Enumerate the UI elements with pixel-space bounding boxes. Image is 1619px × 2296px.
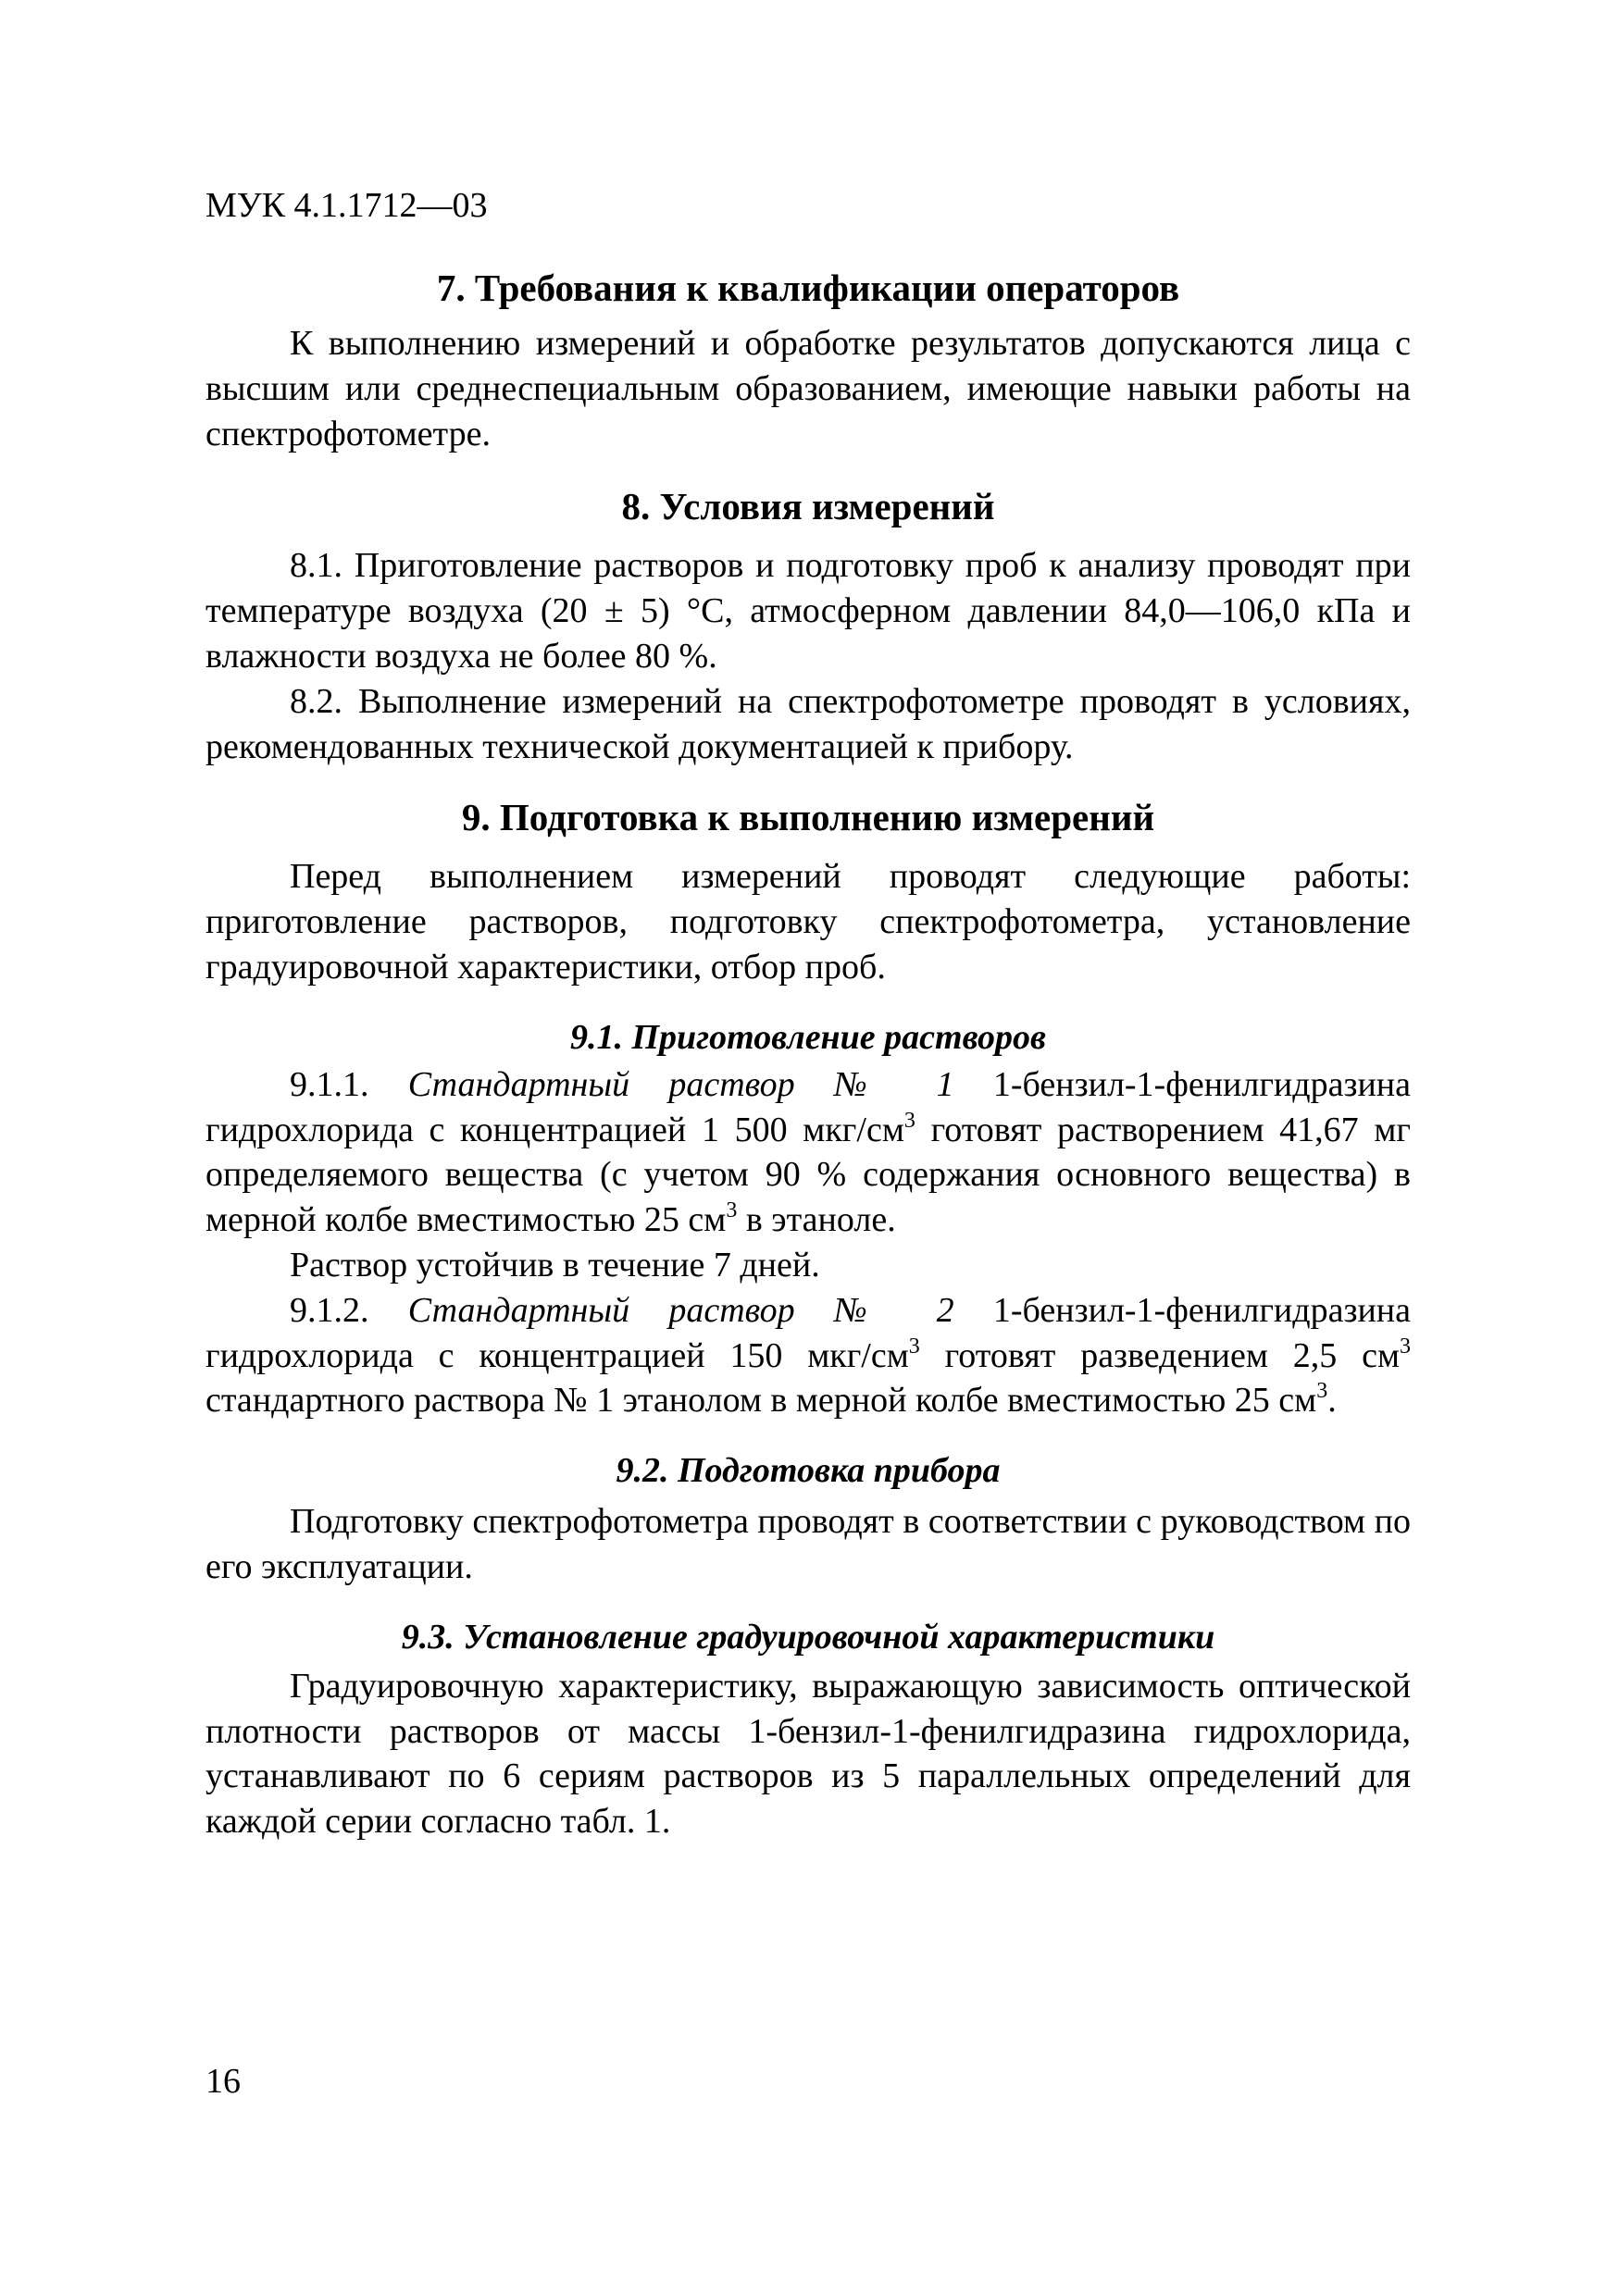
section-9-1-1-paragraph: 9.1.1. Стандартный раствор № 1 1-бензил-1-фенилгидразина гидрохлорида с концентрацией 1 500 мкг/$см^3$ готовят растворением 41,67 мг определяемого вещества (с учетом 90 % содержания основного вещества) в мерной колбе вместимостью 25 $см^3$ в этаноле. bbox=[205, 1064, 1412, 1240]
stability-note-paragraph: Раствор устойчив в течение 7 дней. bbox=[290, 1245, 820, 1285]
section-7-paragraph: К выполнению измерений и обработке результатов допускаются лица с высшим или среднеспециальным образованием, имеющие навыки работы на спектрофотометре. bbox=[205, 324, 1411, 453]
section-9-2-title: 9.2. Подготовка прибора bbox=[616, 1451, 1001, 1491]
solution-name-italic: Стандартный раствор № 1 bbox=[407, 1064, 954, 1104]
superscript-3: 3 bbox=[903, 1108, 915, 1133]
superscript-3: 3 bbox=[726, 1198, 738, 1223]
section-9-3-paragraph: Градуировочную характеристику, выражающую зависимость оптической плотности растворов от массы 1-бензил-1-фенилгидразина гидрохлорида, устанавливают по 6 сериям растворов из 5 параллельных определений для каждой серии согласно табл. 1. bbox=[205, 1666, 1411, 1842]
superscript-3: 3 bbox=[1316, 1379, 1328, 1404]
solution-name-italic: Стандартный раствор № 2 bbox=[407, 1290, 954, 1330]
section-8-2-paragraph: 8.2. Выполнение измерений на спектрофотометре проводят в условиях, рекомендованных технической документацией к прибору. bbox=[205, 681, 1411, 766]
section-8-1-paragraph: 8.1. Приготовление растворов и подготовку проб к анализу проводят при температуре воздуха (20 ± 5) °С, атмосферном давлении 84,0—106,0 кПа и влажности воздуха не более 80 %. bbox=[205, 546, 1411, 676]
section-9-2-paragraph: Подготовку спектрофотометра проводят в соответствии с руководством по его эксплуатации. bbox=[205, 1502, 1411, 1586]
superscript-3: 3 bbox=[1400, 1334, 1411, 1359]
superscript-3: 3 bbox=[908, 1334, 920, 1359]
section-8-title: 8. Условия измерений bbox=[621, 485, 995, 528]
page-number: 16 bbox=[205, 2062, 241, 2101]
section-9-title: 9. Подготовка к выполнению измерений bbox=[461, 796, 1155, 839]
section-9-1-title: 9.1. Приготовление растворов bbox=[569, 1017, 1047, 1057]
section-9-paragraph: Перед выполнением измерений проводят следующие работы: приготовление растворов, подготовку спектрофотометра, установление градуировочной характеристики, отбор проб. bbox=[205, 857, 1411, 987]
section-9-3-title: 9.3. Установление градуировочной характеристики bbox=[401, 1617, 1215, 1657]
section-9-1-2-paragraph: 9.1.2. Стандартный раствор № 2 1-бензил-1-фенилгидразина гидрохлорида с концентрацией 150 мкг/$см^3$ готовят разведением 2,5 $см^3$ стандартного раствора № 1 этанолом в мерной колбе вместимостью 25 $см^3$. bbox=[205, 1290, 1412, 1421]
paragraph-number: 9.1.1. bbox=[290, 1064, 369, 1104]
document-body bbox=[205, 264, 1411, 1844]
paragraph-number: 9.1.2. bbox=[290, 1290, 369, 1330]
document-code: МУК 4.1.1712—03 bbox=[205, 186, 488, 225]
section-7-title: 7. Требования к квалификации операторов bbox=[436, 267, 1180, 309]
